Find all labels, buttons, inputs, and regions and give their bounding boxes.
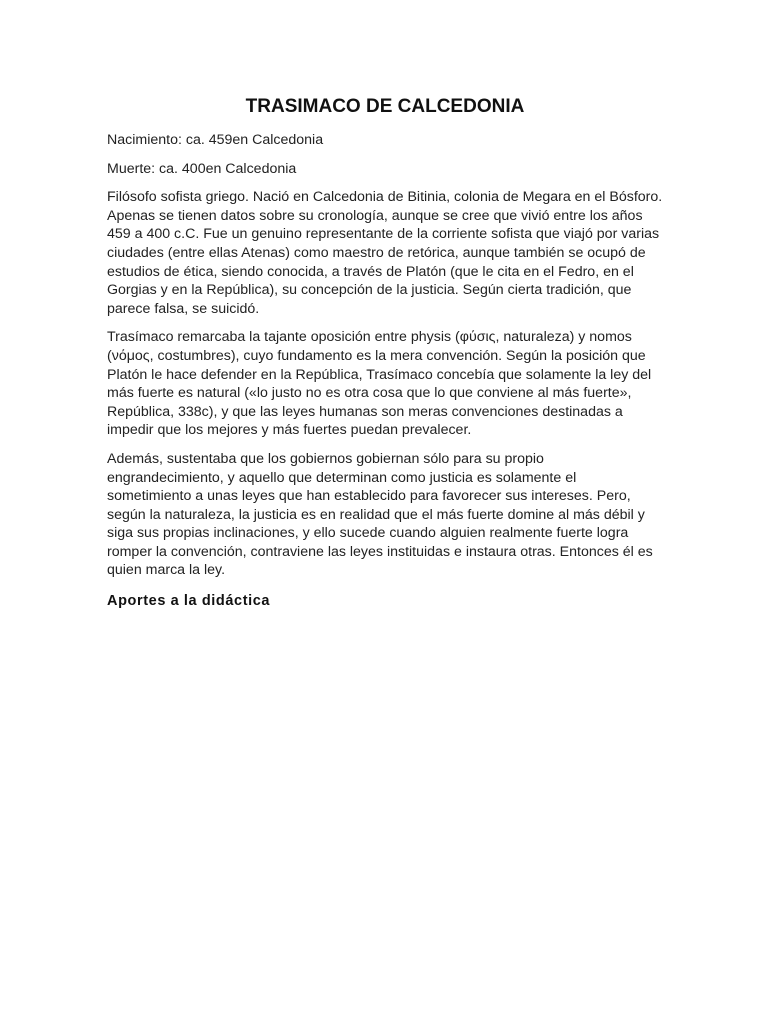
page-title: TRASIMACO DE CALCEDONIA xyxy=(245,96,525,117)
paragraph-governments: Además, sustentaba que los gobiernos gobiernan sólo para su propio engrandecimiento, y aquello que determinan como justicia es solamente el sometimiento a unas leyes que han establecido para favorecer sus intereses. Pero, según la naturaleza, la justicia es en realidad que el más fuerte domine al más débil y siga sus propias inclinaciones, y ello sucede cuando alguien realmente fuerte logra romper la convención, contraviene las leyes instituidas e instaura otras. Entonces él es quien marca la ley. xyxy=(107,450,653,579)
death-line: Muerte: ca. 400en Calcedonia xyxy=(107,160,297,177)
birth-line: Nacimiento: ca. 459en Calcedonia xyxy=(107,132,324,148)
paragraph-intro: Filósofo sofista griego. Nació en Calcedonia de Bitinia, colonia de Megara en el Bósforo. Apenas se tienen datos sobre su cronología, aunque se cree que vivió entre los años 459 a 400 c.C. Fue un genuino representante de la corriente sofista que viajó por varias ciudades (entre ellas Atenas) como maestro de retórica, aunque también se ocupó de estudios de ética, siendo conocida, a través de Platón (que le cita en el Fedro, en el Gorgias y en la República), su concepción de la justicia. Según cierta tradición, que parece falsa, se suicidó. xyxy=(107,189,663,317)
section-heading: Aportes a la didáctica xyxy=(107,593,271,610)
paragraph-physis-nomos: Trasímaco remarcaba la tajante oposición entre physis (φύσις, naturaleza) y nomos (νόμος, costumbres), cuyo fundamento es la mera convención. Según la posición que Platón le hace defender en la República, Trasímaco concebía que solamente la ley del más fuerte es natural («lo justo no es otra cosa que lo que conviene al más fuerte», República, 338c), y que las leyes humanas son meras convenciones destinadas a impedir que los mejores y más fuertes puedan prevalecer. xyxy=(107,329,652,439)
document-body xyxy=(107,95,663,611)
